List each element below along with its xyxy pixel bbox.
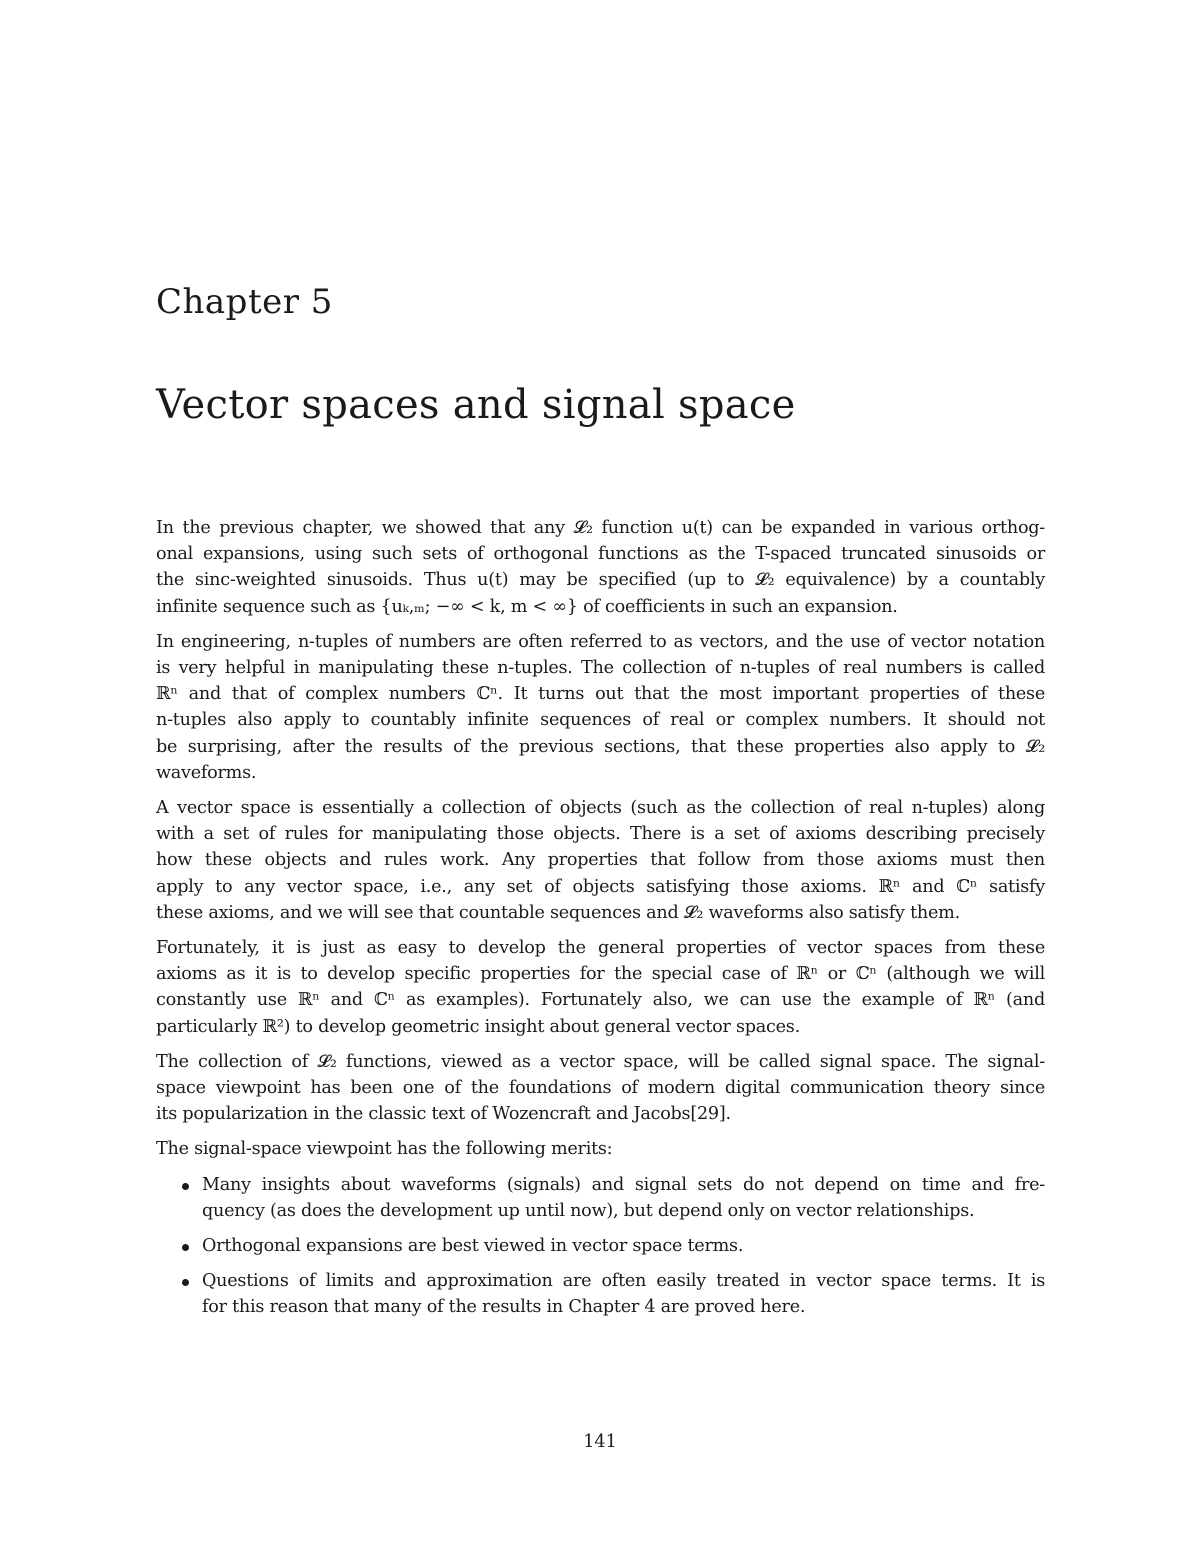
text-line: the sinc-weighted sinusoids. Thus u(t) may be specified (up to 𝓛₂ equivalence) by a countably bbox=[156, 570, 1045, 591]
text-line: Many insights about waveforms (signals) and signal sets do not depend on time and fre- bbox=[202, 1174, 1045, 1195]
paragraph-fortunately bbox=[156, 935, 1045, 1040]
text-line: A vector space is essentially a collection of objects (such as the collection of real n-tuples) along bbox=[156, 798, 1045, 819]
text-line: apply to any vector space, i.e., any set of objects satisfying those axioms. ℝⁿ and ℂⁿ satisfy bbox=[156, 876, 1045, 897]
list-item bbox=[156, 1268, 1045, 1320]
text-line: for this reason that many of the results in Chapter 4 are proved here. bbox=[202, 1297, 806, 1318]
text-line: quency (as does the development up until now), but depend only on vector relationships. bbox=[202, 1200, 975, 1221]
paragraph-merits bbox=[156, 1136, 1045, 1162]
text-line: how these objects and rules work. Any properties that follow from those axioms must then bbox=[156, 850, 1045, 871]
text-line: The signal-space viewpoint has the following merits: bbox=[156, 1139, 613, 1160]
paragraph-engineering bbox=[156, 629, 1045, 786]
body-text bbox=[156, 515, 1045, 1330]
bullet-icon bbox=[182, 1183, 189, 1190]
text-line: Orthogonal expansions are best viewed in vector space terms. bbox=[202, 1236, 744, 1257]
text-line: its popularization in the classic text of Wozencraft and Jacobs[29]. bbox=[156, 1104, 731, 1125]
paragraph-vector-space bbox=[156, 795, 1045, 926]
text-line: is very helpful in manipulating these n-tuples. The collection of n-tuples of real numbers is called bbox=[156, 658, 1045, 679]
text-line: n-tuples also apply to countably infinite sequences of real or complex numbers. It should not bbox=[156, 710, 1045, 731]
bullet-icon bbox=[182, 1244, 189, 1251]
text-line: axioms as it is to develop specific properties for the special case of ℝⁿ or ℂⁿ (although we will bbox=[156, 964, 1045, 985]
list-item bbox=[156, 1233, 1045, 1259]
text-line: constantly use ℝⁿ and ℂⁿ as examples). Fortunately also, we can use the example of ℝⁿ (and bbox=[156, 990, 1045, 1011]
text-line: with a set of rules for manipulating those objects. There is a set of axioms describing precisely bbox=[156, 824, 1045, 845]
text-line: onal expansions, using such sets of orthogonal functions as the T-spaced truncated sinusoids or bbox=[156, 544, 1045, 565]
bullet-icon bbox=[182, 1279, 189, 1286]
text-line: these axioms, and we will see that countable sequences and 𝓛₂ waveforms also satisfy them. bbox=[156, 902, 960, 923]
text-line: Questions of limits and approximation are often easily treated in vector space terms. It is bbox=[202, 1271, 1045, 1292]
text-line: waveforms. bbox=[156, 762, 257, 783]
text-line: In the previous chapter, we showed that any 𝓛₂ function u(t) can be expanded in various orthog- bbox=[156, 518, 1045, 538]
paragraph-intro bbox=[156, 515, 1045, 620]
list-item bbox=[156, 1172, 1045, 1224]
chapter-label: Chapter 5 bbox=[156, 282, 333, 322]
merits-list bbox=[156, 1172, 1045, 1321]
text-line: be surprising, after the results of the previous sections, that these properties also apply to 𝓛₂ bbox=[156, 736, 1045, 757]
text-line: particularly ℝ²) to develop geometric insight about general vector spaces. bbox=[156, 1016, 800, 1037]
chapter-title: Vector spaces and signal space bbox=[156, 382, 796, 428]
text-line: space viewpoint has been one of the foundations of modern digital communication theory since bbox=[156, 1078, 1045, 1099]
paragraph-signal-space bbox=[156, 1049, 1045, 1128]
text-line: infinite sequence such as {uₖ,ₘ; −∞ < k, m < ∞} of coefficients in such an expansion. bbox=[156, 596, 898, 617]
text-line: Fortunately, it is just as easy to develop the general properties of vector spaces from these bbox=[156, 938, 1045, 959]
text-line: The collection of 𝓛₂ functions, viewed as a vector space, will be called signal space. The signal- bbox=[156, 1051, 1045, 1072]
text-line: In engineering, n-tuples of numbers are often referred to as vectors, and the use of vector notation bbox=[156, 631, 1045, 652]
page-number: 141 bbox=[583, 1432, 617, 1452]
text-line: ℝⁿ and that of complex numbers ℂⁿ. It turns out that the most important properties of these bbox=[156, 684, 1045, 705]
